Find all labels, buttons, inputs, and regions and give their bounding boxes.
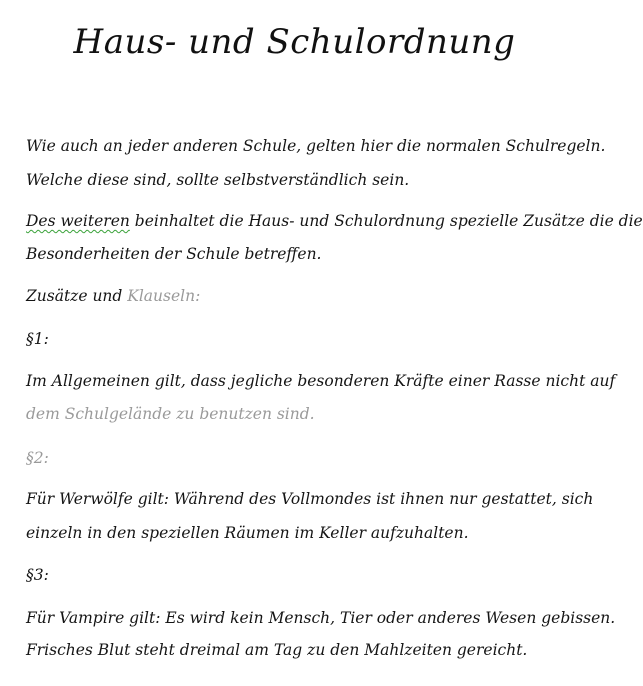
section-1-line-1: Im Allgemeinen gilt, dass jegliche besonderen Kräfte einer Rasse nicht auf	[26, 372, 616, 390]
additions-heading-part-2: Klauseln:	[127, 287, 201, 305]
section-2-line-1: Für Werwölfe gilt: Während des Vollmondes ist ihnen nur gestattet, sich	[26, 490, 594, 508]
section-3-line-1: Für Vampire gilt: Es wird kein Mensch, Tier oder anderes Wesen gebissen.	[26, 609, 616, 627]
additions-heading	[26, 287, 200, 305]
section-1-number: §1:	[26, 330, 49, 348]
section-3-number: §3:	[26, 566, 49, 584]
spellcheck-flagged-phrase[interactable]: Des weiteren	[26, 212, 130, 230]
paragraph-2-line-2: Besonderheiten der Schule betreffen.	[26, 245, 322, 263]
paragraph-1-line-2: Welche diese sind, sollte selbstverständlich sein.	[26, 171, 410, 189]
section-2-number: §2:	[26, 449, 49, 467]
section-3-line-2: Frisches Blut steht dreimal am Tag zu den Mahlzeiten gereicht.	[26, 641, 528, 659]
additions-heading-part-1: Zusätze und	[26, 287, 128, 305]
paragraph-2-line-1	[26, 212, 643, 230]
document-title: Haus- und Schulordnung	[73, 22, 516, 62]
paragraph-1-line-1: Wie auch an jeder anderen Schule, gelten hier die normalen Schulregeln.	[26, 137, 606, 155]
section-1-line-2: dem Schulgelände zu benutzen sind.	[26, 405, 315, 423]
section-2-line-2: einzeln in den speziellen Räumen im Keller aufzuhalten.	[26, 524, 469, 542]
paragraph-2-line-1-rest: beinhaltet die Haus- und Schulordnung spezielle Zusätze die die	[129, 212, 643, 230]
